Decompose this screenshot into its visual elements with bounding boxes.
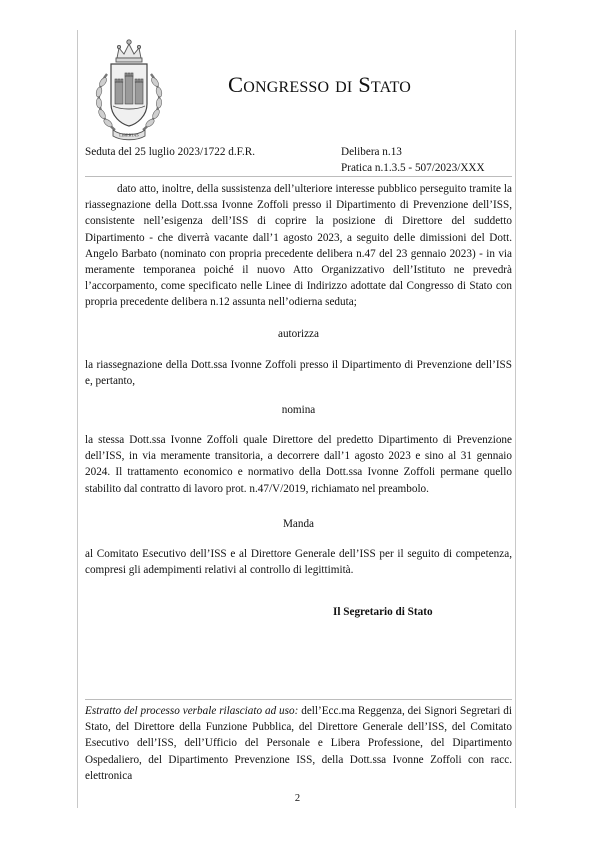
heading-manda: Manda (282, 518, 315, 530)
pratica-number: Pratica n.1.3.5 - 507/2023/XXX (341, 162, 485, 174)
page-number: 2 (294, 793, 301, 804)
left-margin-rule (77, 30, 78, 808)
heading-nomina: nomina (281, 404, 316, 416)
nomina-block (85, 432, 512, 497)
right-margin-rule (515, 30, 516, 808)
extract-paragraph (85, 703, 512, 784)
delibera-number: Delibera n.13 (341, 146, 402, 158)
autorizza-block (85, 357, 512, 389)
signature-title: Il Segretario di Stato (333, 606, 433, 618)
manda-paragraph: al Comitato Esecutivo dell’ISS e al Direttore Generale dell’ISS per il seguito di competenza, compresi gli adempimenti relativi al controllo di legittimità. (85, 548, 512, 577)
header-divider (85, 176, 512, 177)
intro-block (85, 181, 512, 311)
coat-of-arms-emblem (89, 34, 169, 142)
manda-block (85, 546, 512, 578)
extract-recipients: dell’Ecc.ma Reggenza, dei Signori Segretari di Stato, del Direttore della Funzione Pubblica, del Direttore Generale dell’ISS, del Comitato Esecutivo dell’ISS, dell’Ufficio del Personale e Libera Professione, del Dipartimento Ospedaliero, del Dipartimento Prevenzione ISS, della Dott.ssa Ivonne Zoffoli con racc. elettronica (85, 705, 513, 782)
session-date: Seduta del 25 luglio 2023/1722 d.F.R. (85, 146, 256, 158)
intro-paragraph: dato atto, inoltre, della sussistenza dell’ulteriore interesse pubblico perseguito tramite la riassegnazione della Dott.ssa Ivonne Zoffoli presso il Dipartimento di Prevenzione dell’ISS, consistente nell’esigenza dell’ISS di coprire la posizione di Direttore del suddetto Dipartimento - che diverrà vacante dall’1 agosto 2023, a seguito delle dimissioni del Dott. Angelo Barbato (nominato con propria precedente delibera n.47 del 23 gennaio 2023) - in via meramente temporanea poiché il nuovo Atto Organizzativo dell’Istituto ne prevedrà l’accorpamento, come specificato nelle Linee di Indirizzo adottate dal Congresso di Stato con propria precedente delibera n.12 assunta nell’odierna seduta; (85, 183, 512, 309)
heading-autorizza: autorizza (278, 328, 319, 340)
extract-label: Estratto del processo verbale rilasciato ad uso: (85, 705, 299, 717)
nomina-paragraph: la stessa Dott.ssa Ivonne Zoffoli quale Direttore del predetto Dipartimento di Prevenzione dell’ISS, in via meramente transitoria, a decorrere dall’1 agosto 2023 e sino al 31 gennaio 2024. Il trattamento economico e normativo della Dott.ssa Ivonne Zoffoli permane quello stabilito dal contratto di lavoro prot. n.47/V/2019, richiamato nel preambolo. (85, 434, 512, 495)
emblem-motto: LIBERTAS (119, 132, 139, 138)
masthead-title: Congresso di Stato (228, 72, 412, 97)
footer-divider (85, 699, 512, 700)
autorizza-paragraph: la riassegnazione della Dott.ssa Ivonne Zoffoli presso il Dipartimento di Prevenzione dell’ISS e, pertanto, (85, 359, 512, 388)
